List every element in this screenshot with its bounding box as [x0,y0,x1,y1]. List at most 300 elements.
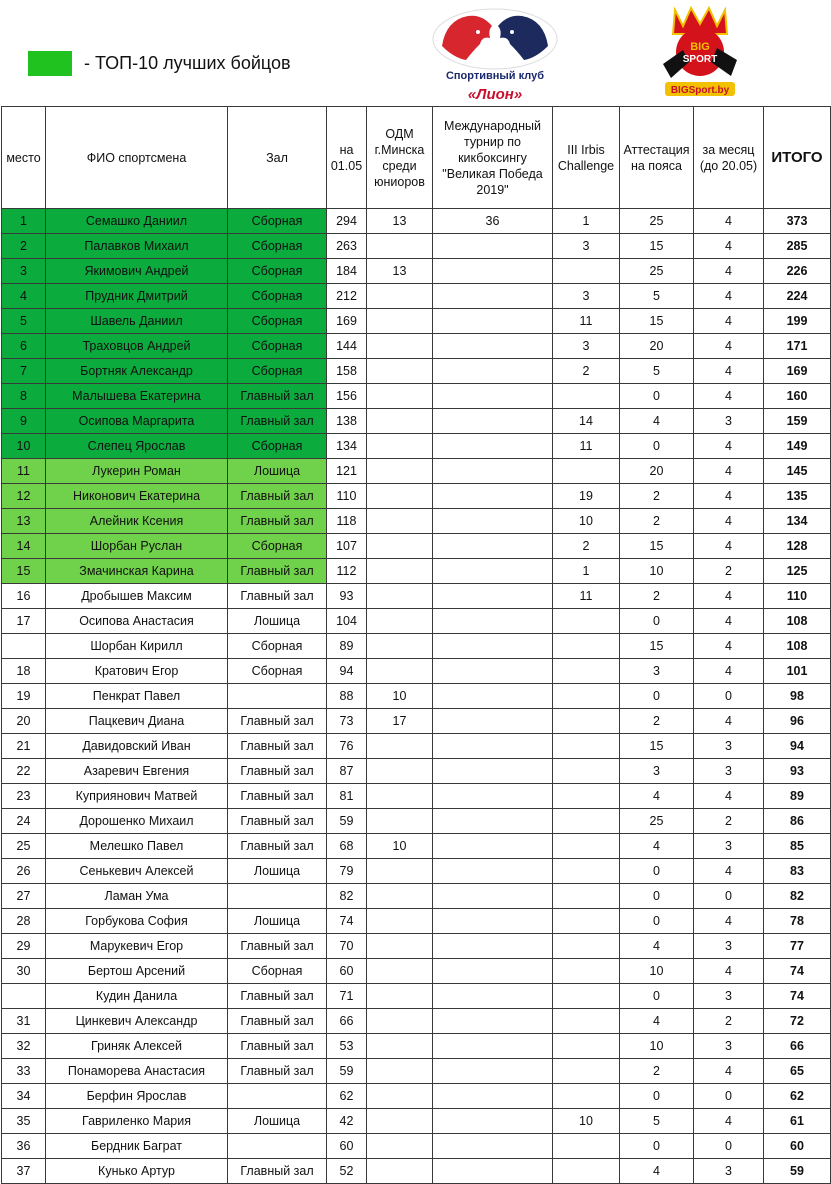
cell-hall: Сборная [228,209,327,234]
cell-irbis [553,1059,620,1084]
cell-on0105: 59 [327,809,367,834]
cell-on0105: 93 [327,584,367,609]
cell-attest: 5 [620,284,694,309]
cell-on0105: 60 [327,959,367,984]
cell-intl [433,584,553,609]
cell-irbis: 2 [553,359,620,384]
cell-name: Шорбан Кирилл [46,634,228,659]
cell-hall: Главный зал [228,1009,327,1034]
cell-total: 89 [764,784,831,809]
cell-intl: 36 [433,209,553,234]
cell-irbis: 19 [553,484,620,509]
table-row [2,1109,831,1134]
cell-total: 94 [764,734,831,759]
cell-irbis [553,834,620,859]
cell-attest: 0 [620,684,694,709]
cell-month: 3 [694,759,764,784]
cell-name: Гриняк Алексей [46,1034,228,1059]
cell-hall: Сборная [228,309,327,334]
cell-intl [433,1034,553,1059]
cell-total: 96 [764,709,831,734]
cell-attest: 4 [620,934,694,959]
table-row [2,509,831,534]
cell-odm [367,409,433,434]
cell-irbis [553,384,620,409]
cell-place: 31 [2,1009,46,1034]
table-row [2,734,831,759]
cell-month: 4 [694,609,764,634]
cell-intl [433,734,553,759]
cell-place: 34 [2,1084,46,1109]
cell-on0105: 62 [327,1084,367,1109]
cell-on0105: 169 [327,309,367,334]
cell-attest: 3 [620,759,694,784]
table-row [2,309,831,334]
cell-place: 10 [2,434,46,459]
cell-total: 60 [764,1134,831,1159]
cell-hall: Главный зал [228,1159,327,1184]
table-row [2,559,831,584]
table-row [2,1134,831,1159]
cell-name: Бортняк Александр [46,359,228,384]
cell-odm [367,509,433,534]
cell-attest: 2 [620,709,694,734]
cell-attest: 4 [620,784,694,809]
cell-on0105: 70 [327,934,367,959]
cell-name: Шорбан Руслан [46,534,228,559]
cell-on0105: 59 [327,1059,367,1084]
cell-place: 9 [2,409,46,434]
cell-name: Дробышев Максим [46,584,228,609]
cell-hall: Главный зал [228,734,327,759]
cell-attest: 4 [620,409,694,434]
cell-odm [367,659,433,684]
cell-odm: 10 [367,834,433,859]
cell-intl [433,559,553,584]
cell-irbis [553,634,620,659]
table-row [2,1084,831,1109]
cell-place: 35 [2,1109,46,1134]
cell-on0105: 79 [327,859,367,884]
cell-place: 2 [2,234,46,259]
cell-total: 169 [764,359,831,384]
table-row [2,609,831,634]
cell-irbis [553,759,620,784]
cell-irbis [553,984,620,1009]
cell-month: 4 [694,484,764,509]
cell-total: 82 [764,884,831,909]
cell-attest: 0 [620,609,694,634]
cell-total: 86 [764,809,831,834]
table-row [2,634,831,659]
cell-irbis [553,734,620,759]
cell-irbis [553,1034,620,1059]
cell-name: Лукерин Роман [46,459,228,484]
cell-total: 160 [764,384,831,409]
table-row [2,909,831,934]
cell-place: 36 [2,1134,46,1159]
cell-total: 171 [764,334,831,359]
cell-name: Шавель Даниил [46,309,228,334]
table-row [2,209,831,234]
cell-place: 3 [2,259,46,284]
cell-irbis [553,959,620,984]
cell-on0105: 294 [327,209,367,234]
cell-attest: 25 [620,209,694,234]
cell-name: Гавриленко Мария [46,1109,228,1134]
cell-irbis [553,859,620,884]
cell-name: Цинкевич Александр [46,1009,228,1034]
cell-odm [367,784,433,809]
cell-intl [433,409,553,434]
cell-irbis: 10 [553,1109,620,1134]
cell-irbis [553,459,620,484]
cell-total: 101 [764,659,831,684]
cell-odm: 17 [367,709,433,734]
cell-on0105: 71 [327,984,367,1009]
cell-month: 3 [694,1034,764,1059]
cell-place: 19 [2,684,46,709]
col-header-odm: ОДМ г.Минска среди юниоров [367,107,433,209]
table-row [2,784,831,809]
cell-name: Бертош Арсений [46,959,228,984]
cell-intl [433,634,553,659]
cell-name: Пацкевич Диана [46,709,228,734]
cell-on0105: 121 [327,459,367,484]
cell-odm [367,734,433,759]
cell-total: 74 [764,959,831,984]
table-row [2,409,831,434]
cell-odm [367,384,433,409]
cell-attest: 2 [620,1059,694,1084]
cell-hall: Сборная [228,659,327,684]
table-row [2,359,831,384]
cell-intl [433,509,553,534]
cell-place: 28 [2,909,46,934]
cell-attest: 15 [620,734,694,759]
cell-name: Траховцов Андрей [46,334,228,359]
cell-intl [433,859,553,884]
cell-hall [228,684,327,709]
cell-total: 66 [764,1034,831,1059]
cell-intl [433,1134,553,1159]
cell-intl [433,909,553,934]
cell-hall: Главный зал [228,809,327,834]
cell-hall: Лошица [228,459,327,484]
cell-name: Ламан Ума [46,884,228,909]
bigsport-logo [645,4,755,104]
cell-attest: 10 [620,559,694,584]
table-row [2,934,831,959]
col-header-name: ФИО спортсмена [46,107,228,209]
cell-name: Палавков Михаил [46,234,228,259]
cell-intl [433,984,553,1009]
cell-total: 134 [764,509,831,534]
cell-place: 21 [2,734,46,759]
cell-odm [367,1034,433,1059]
cell-on0105: 89 [327,634,367,659]
cell-odm: 13 [367,259,433,284]
cell-total: 74 [764,984,831,1009]
bigsport-sport-text: SPORT [682,54,718,65]
cell-name: Осипова Маргарита [46,409,228,434]
cell-hall: Главный зал [228,759,327,784]
cell-month: 4 [694,659,764,684]
col-header-intl: Международный турнир по кикбоксингу "Великая Победа 2019" [433,107,553,209]
cell-total: 135 [764,484,831,509]
cell-attest: 10 [620,1034,694,1059]
table-row [2,684,831,709]
cell-hall: Главный зал [228,784,327,809]
cell-odm [367,1159,433,1184]
cell-odm [367,284,433,309]
cell-intl [433,534,553,559]
cell-place: 32 [2,1034,46,1059]
cell-irbis: 11 [553,434,620,459]
cell-attest: 0 [620,1134,694,1159]
cell-hall: Сборная [228,959,327,984]
cell-irbis [553,709,620,734]
cell-total: 83 [764,859,831,884]
club-lion-logo [428,8,562,106]
cell-name: Бердник Баграт [46,1134,228,1159]
cell-odm [367,584,433,609]
cell-intl [433,684,553,709]
table-row [2,859,831,884]
cell-total: 98 [764,684,831,709]
table-row [2,709,831,734]
cell-place: 27 [2,884,46,909]
cell-name: Прудник Дмитрий [46,284,228,309]
cell-intl [433,809,553,834]
cell-month: 4 [694,1059,764,1084]
cell-attest: 0 [620,1084,694,1109]
cell-hall: Сборная [228,334,327,359]
cell-name: Алейник Ксения [46,509,228,534]
cell-name: Кратович Егор [46,659,228,684]
cell-odm [367,534,433,559]
cell-on0105: 81 [327,784,367,809]
cell-hall [228,1134,327,1159]
cell-attest: 25 [620,259,694,284]
cell-odm [367,859,433,884]
cell-intl [433,259,553,284]
cell-irbis: 11 [553,309,620,334]
cell-month: 2 [694,559,764,584]
cell-intl [433,484,553,509]
cell-place: 29 [2,934,46,959]
cell-on0105: 110 [327,484,367,509]
cell-hall: Главный зал [228,1034,327,1059]
cell-name: Дорошенко Михаил [46,809,228,834]
cell-intl [433,434,553,459]
table-row [2,534,831,559]
cell-attest: 0 [620,984,694,1009]
cell-month: 4 [694,334,764,359]
cell-on0105: 66 [327,1009,367,1034]
cell-irbis [553,1084,620,1109]
cell-month: 2 [694,1009,764,1034]
cell-name: Понаморева Анастасия [46,1059,228,1084]
cell-odm [367,459,433,484]
header-row [2,107,831,209]
cell-month: 4 [694,259,764,284]
cell-odm: 13 [367,209,433,234]
cell-attest: 15 [620,634,694,659]
cell-place: 8 [2,384,46,409]
cell-total: 85 [764,834,831,859]
cell-odm [367,484,433,509]
cell-on0105: 118 [327,509,367,534]
cell-irbis: 14 [553,409,620,434]
cell-on0105: 107 [327,534,367,559]
cell-attest: 0 [620,884,694,909]
cell-month: 3 [694,834,764,859]
cell-on0105: 60 [327,1134,367,1159]
cell-place: 7 [2,359,46,384]
cell-month: 0 [694,684,764,709]
cell-on0105: 104 [327,609,367,634]
cell-intl [433,1109,553,1134]
cell-total: 128 [764,534,831,559]
cell-month: 3 [694,409,764,434]
cell-attest: 5 [620,359,694,384]
table-row [2,434,831,459]
cell-total: 108 [764,634,831,659]
cell-on0105: 76 [327,734,367,759]
cell-hall: Главный зал [228,709,327,734]
lion-heads-icon [432,8,558,70]
cell-place [2,634,46,659]
cell-total: 110 [764,584,831,609]
cell-place: 11 [2,459,46,484]
cell-hall: Лошица [228,609,327,634]
cell-irbis: 2 [553,534,620,559]
cell-total: 59 [764,1159,831,1184]
cell-month: 3 [694,734,764,759]
cell-odm [367,759,433,784]
cell-intl [433,384,553,409]
cell-name: Берфин Ярослав [46,1084,228,1109]
cell-intl [433,784,553,809]
table-row [2,584,831,609]
cell-name: Марукевич Егор [46,934,228,959]
cell-month: 4 [694,859,764,884]
cell-month: 4 [694,1109,764,1134]
cell-attest: 0 [620,859,694,884]
cell-month: 4 [694,359,764,384]
cell-intl [433,834,553,859]
cell-on0105: 158 [327,359,367,384]
cell-month: 4 [694,434,764,459]
table-row [2,884,831,909]
cell-place: 33 [2,1059,46,1084]
cell-month: 0 [694,884,764,909]
cell-odm [367,1084,433,1109]
cell-month: 4 [694,459,764,484]
cell-irbis [553,259,620,284]
cell-on0105: 73 [327,709,367,734]
cell-attest: 3 [620,659,694,684]
cell-name: Якимович Андрей [46,259,228,284]
table-row [2,1159,831,1184]
cell-on0105: 184 [327,259,367,284]
table-row [2,459,831,484]
cell-hall: Сборная [228,434,327,459]
table-row [2,1009,831,1034]
cell-intl [433,934,553,959]
cell-on0105: 52 [327,1159,367,1184]
cell-total: 61 [764,1109,831,1134]
table-row [2,334,831,359]
cell-name: Кунько Артур [46,1159,228,1184]
cell-place: 6 [2,334,46,359]
cell-odm [367,334,433,359]
col-header-place: место [2,107,46,209]
cell-hall: Главный зал [228,509,327,534]
cell-hall: Главный зал [228,484,327,509]
cell-month: 0 [694,1084,764,1109]
cell-total: 108 [764,609,831,634]
cell-attest: 4 [620,1009,694,1034]
table-row [2,959,831,984]
cell-on0105: 74 [327,909,367,934]
cell-total: 62 [764,1084,831,1109]
cell-attest: 0 [620,909,694,934]
cell-place [2,984,46,1009]
cell-irbis: 10 [553,509,620,534]
cell-irbis: 11 [553,584,620,609]
table-row [2,834,831,859]
cell-odm [367,1134,433,1159]
cell-month: 4 [694,959,764,984]
cell-attest: 2 [620,509,694,534]
cell-intl [433,659,553,684]
cell-on0105: 88 [327,684,367,709]
cell-place: 22 [2,759,46,784]
cell-irbis [553,1134,620,1159]
cell-month: 3 [694,1159,764,1184]
cell-total: 65 [764,1059,831,1084]
cell-attest: 25 [620,809,694,834]
cell-attest: 4 [620,1159,694,1184]
cell-odm [367,809,433,834]
cell-place: 14 [2,534,46,559]
cell-name: Змачинская Карина [46,559,228,584]
cell-on0105: 87 [327,759,367,784]
cell-on0105: 112 [327,559,367,584]
cell-hall: Сборная [228,634,327,659]
cell-hall: Главный зал [228,834,327,859]
cell-month: 4 [694,234,764,259]
cell-hall: Сборная [228,284,327,309]
cell-hall: Сборная [228,534,327,559]
cell-place: 12 [2,484,46,509]
col-header-attest: Аттестация на пояса [620,107,694,209]
cell-place: 1 [2,209,46,234]
cell-total: 285 [764,234,831,259]
cell-intl [433,1084,553,1109]
cell-month: 4 [694,784,764,809]
col-header-hall: Зал [228,107,327,209]
cell-attest: 20 [620,459,694,484]
cell-total: 72 [764,1009,831,1034]
cell-odm [367,634,433,659]
cell-month: 4 [694,534,764,559]
cell-irbis [553,659,620,684]
cell-intl [433,284,553,309]
cell-name: Горбукова София [46,909,228,934]
